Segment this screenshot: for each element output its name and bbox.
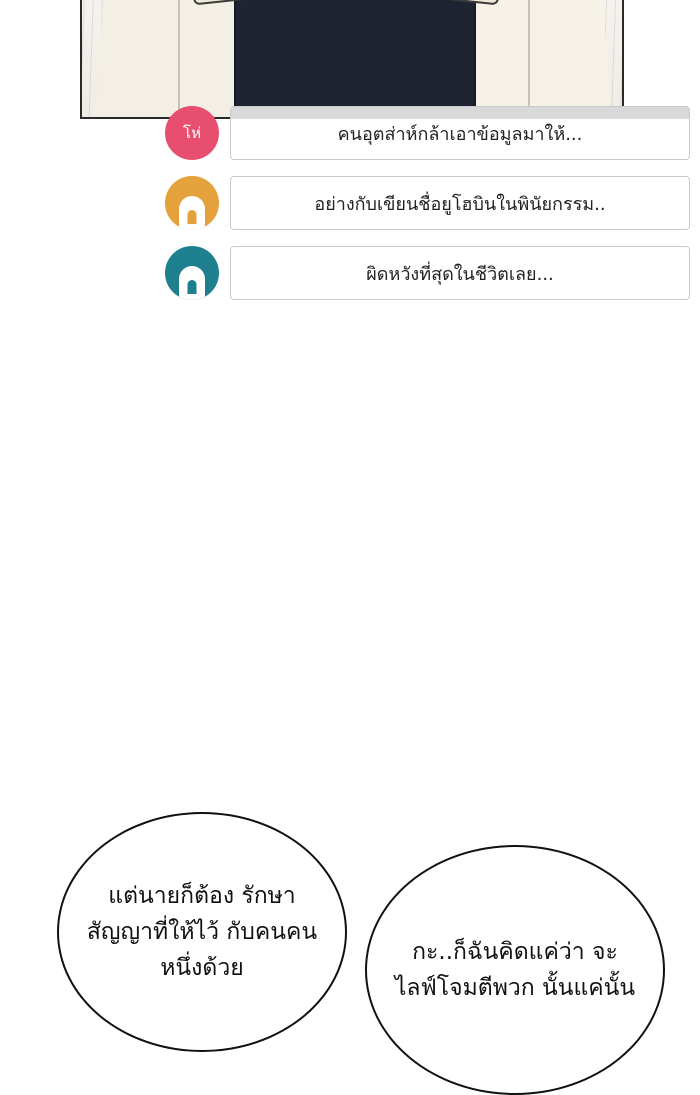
comment-bubble[interactable] — [230, 246, 690, 300]
list-item[interactable] — [165, 175, 690, 231]
avatar-label: โห่ — [183, 124, 201, 142]
shirt-fold-right — [528, 0, 530, 117]
avatar[interactable] — [165, 246, 219, 300]
speech-balloon-right — [365, 845, 665, 1095]
list-item[interactable] — [165, 245, 690, 301]
speech-balloon-left — [57, 812, 347, 1052]
comment-text: อย่างกับเขียนชื่อยูโฮบินในพินัยกรรม.. — [314, 193, 606, 215]
comment-list — [165, 105, 690, 315]
comment-text: ผิดหวังที่สุดในชีวิตเลย... — [366, 263, 554, 285]
person-icon — [179, 196, 205, 230]
avatar[interactable] — [165, 106, 219, 160]
speech-text-right: กะ..ก็ฉันคิดแค่ว่า จะไลฟ์โจมตีพวก นั้นแค่นั้น — [394, 939, 636, 1001]
bubble-highlight-bar — [231, 107, 689, 119]
character-torso — [234, 0, 476, 119]
avatar[interactable] — [165, 176, 219, 230]
comment-bubble[interactable] — [230, 106, 690, 160]
comic-panel-top — [80, 0, 624, 119]
comment-bubble[interactable] — [230, 176, 690, 230]
shirt-fold-left — [178, 0, 180, 117]
comment-text: คนอุตส่าห์กล้าเอาข้อมูลมาให้... — [337, 123, 583, 145]
speech-text-left: แต่นายก็ต้อง รักษาสัญญาที่ให้ไว้ กับคนคนหนึ่งด้วย — [86, 883, 318, 981]
list-item[interactable] — [165, 105, 690, 161]
person-icon — [179, 266, 205, 300]
